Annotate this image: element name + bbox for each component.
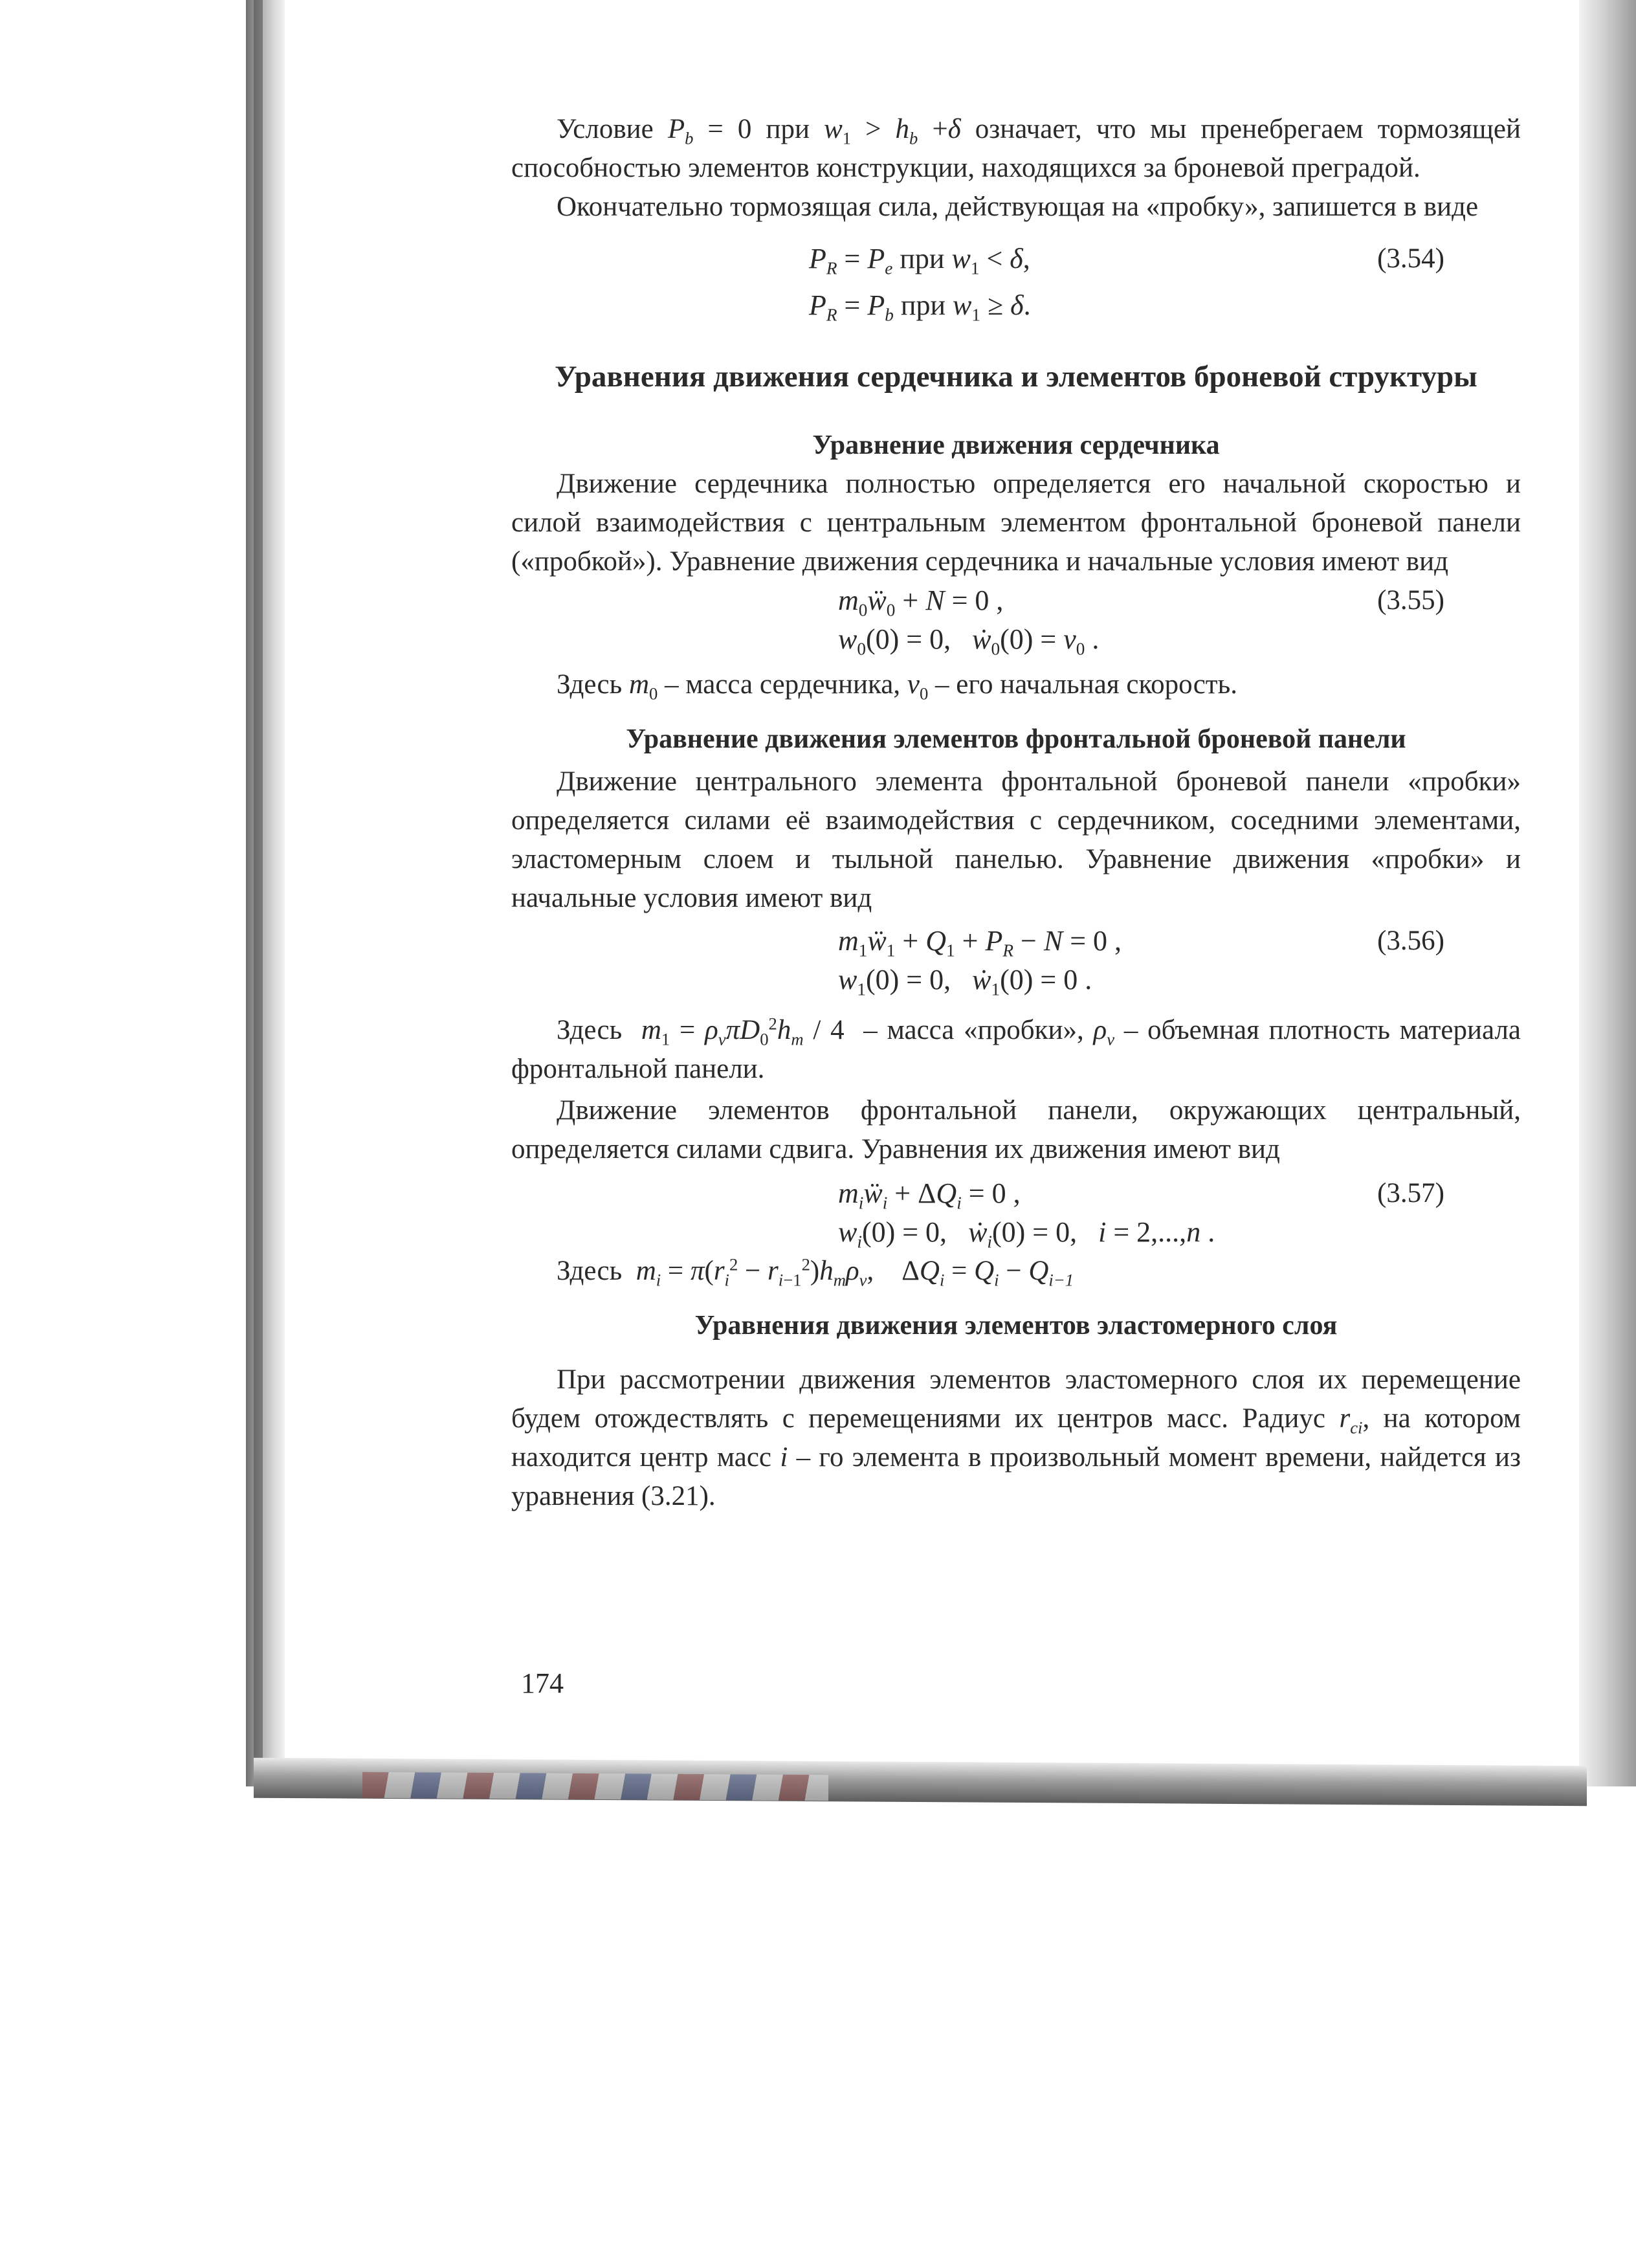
page-number: 174: [521, 1667, 564, 1699]
paragraph-braking-force: Окончательно тормозящая сила, действующая на «пробку», запишется в виде: [557, 192, 1479, 222]
book-binding-line: [254, 0, 263, 1786]
equation-3-56-line1: $m_1ẅ_1 + Q_1 + P_R - N = 0$ , (3.56): [511, 922, 1521, 961]
section-title: Уравнения движения сердечника и элементов броневой структуры: [555, 360, 1477, 394]
equation-3-57-line2: $w_i(0) = 0$, ẇ$_i$(0) = 0, i = 2,...,n .: [838, 1216, 1215, 1252]
page-content: [511, 110, 1521, 1516]
equation-3-54-line2: $P_R = P_b$ при $w_1 \ge \delta$.: [809, 289, 1031, 325]
book-cover-stripes: [362, 1772, 828, 1801]
page-right-edge: [1579, 0, 1636, 1786]
equation-3-57-line1: $m_iẅ_i + \Delta Q_i = 0$ , (3.57): [511, 1174, 1521, 1213]
condition-lead: Условие: [557, 114, 654, 144]
condition-text: означает, что мы пренебрегаем тормозящей способностью элементов конструкции, находящихся за броневой преградой.: [511, 114, 1521, 183]
book-binding-shadow: [246, 0, 285, 1786]
note-plug-mass: Здесь $m_1 = \rho_v\pi D_0^2h_m / 4$ – масса «пробки», $\rho_v$ – объемная плотность материала фронтальной панели.: [511, 1014, 1521, 1084]
equation-number-3-57: (3.57): [1377, 1178, 1444, 1208]
paragraph-shear-forces: Движение элементов фронтальной панели, окружающих центральный, определяется силами сдвига. Уравнения их движения имеют вид: [511, 1095, 1521, 1164]
subsection-title-core: Уравнение движения сердечника: [812, 430, 1220, 460]
equation-3-56-line2: $w_1(0) = 0$, ẇ$_1$(0) = 0 .: [838, 964, 1092, 999]
equation-number-3-55: (3.55): [1377, 585, 1444, 616]
equation-3-55-line2: $w_0(0) = 0$, ẇ$_0$(0) = $v_0$ .: [838, 623, 1100, 659]
subsection-title-elastomer: Уравнения движения элементов эластомерного слоя: [694, 1311, 1338, 1340]
equation-number-3-56: (3.56): [1377, 926, 1444, 956]
note-ring-mass: Здесь $m_i = \pi(r_i^2 - r_{i-1}^2)h_m\rho_v$, $\Delta Q_i = Q_i - Q_{i-1}$: [557, 1254, 1074, 1290]
subsection-title-front-panel: Уравнение движения элементов фронтальной броневой панели: [626, 724, 1406, 754]
equation-number-3-54: (3.54): [1377, 243, 1444, 274]
equation-3-54-line1: $P_R = P_e$ при $w_1 < \delta$, (3.54): [511, 239, 1521, 278]
paragraph-plug-motion: Движение центрального элемента фронтальной броневой панели «пробки» определяется силами её взаимодействия с сердечником, соседними элементами, эластомерным слоем и тыльной панелью. Уравнение движения «пробки» и начальные условия имеют вид: [511, 766, 1521, 913]
paragraph-core-motion: Движение сердечника полностью определяется его начальной скоростью и силой взаимодействия с центральным элементом фронтальной броневой панели («пробкой»). Уравнение движения сердечника и начальные условия имеют вид: [511, 469, 1521, 577]
paragraph-condition: Условие $P_b = 0$ при $w_1 > h_b +\delta$ означает, что мы пренебрегаем тормозящей способностью элементов конструкции, находящихся за броневой преградой.: [511, 114, 1521, 183]
equation-3-55-line1: $m_0ẅ_0 + N = 0$ , (3.55): [511, 581, 1521, 620]
paragraph-elastomer: При рассмотрении движения элементов эластомерного слоя их перемещение будем отождествлять с перемещениями их центров масс. Радиус $r_{ci}$, на котором находится центр масс i – го элемента в произвольный момент времени, найдется из уравнения (3.21).: [511, 1364, 1521, 1511]
note-core-mass: Здесь $m_0$ – масса сердечника, $v_0$ – его начальная скорость.: [557, 669, 1237, 704]
